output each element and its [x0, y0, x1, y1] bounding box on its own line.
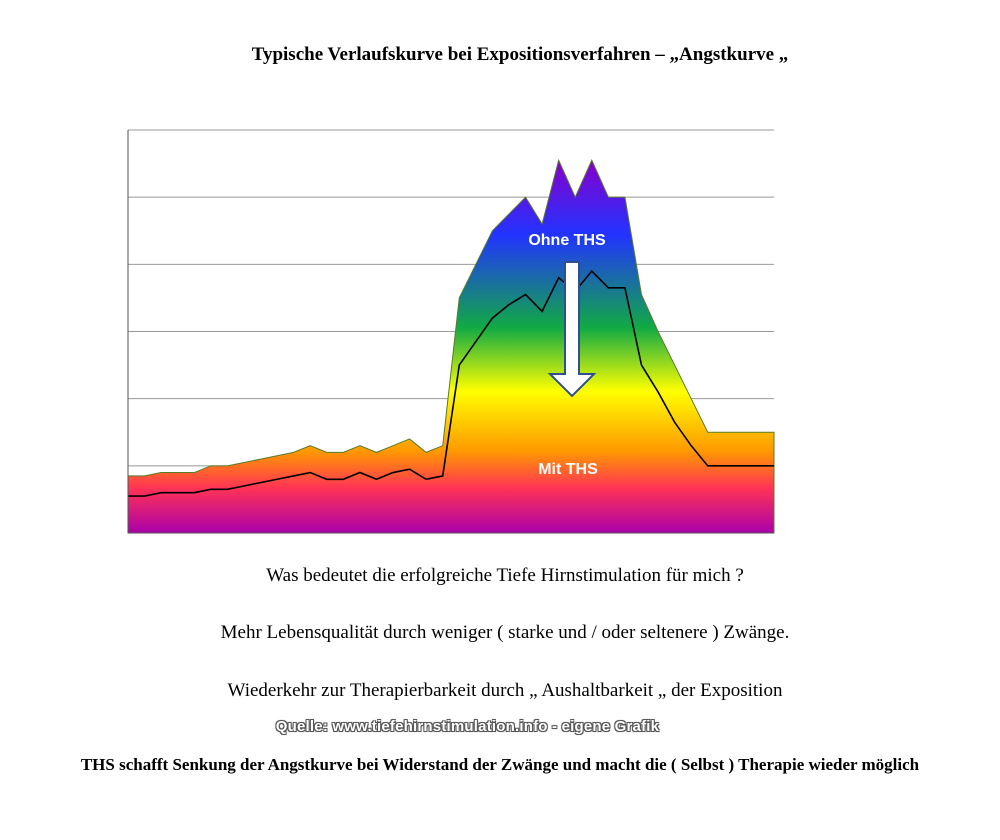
label-ohne-ths: Ohne THS	[528, 232, 606, 249]
label-mit-ths: Mit THS	[538, 461, 598, 478]
benefit-line: Mehr Lebensqualität durch weniger ( starke und / oder seltenere ) Zwänge.	[220, 622, 790, 643]
therapy-line: Wiederkehr zur Therapierbarkeit durch „ Aushaltbarkeit „ der Exposition	[227, 680, 783, 701]
chart-title: Typische Verlaufskurve bei Expositionsverfahren – „Angstkurve „	[251, 44, 789, 65]
footer-statement: THS schafft Senkung der Angstkurve bei Widerstand der Zwänge und macht die ( Selbst ) Therapie wieder möglich	[80, 755, 920, 774]
series-area-ohne-ths	[128, 160, 774, 533]
question-line: Was bedeutet die erfolgreiche Tiefe Hirnstimulation für mich ?	[266, 565, 744, 586]
source-credit: Quelle: www.tiefehirnstimulation.info - eigene Grafik	[275, 718, 660, 735]
